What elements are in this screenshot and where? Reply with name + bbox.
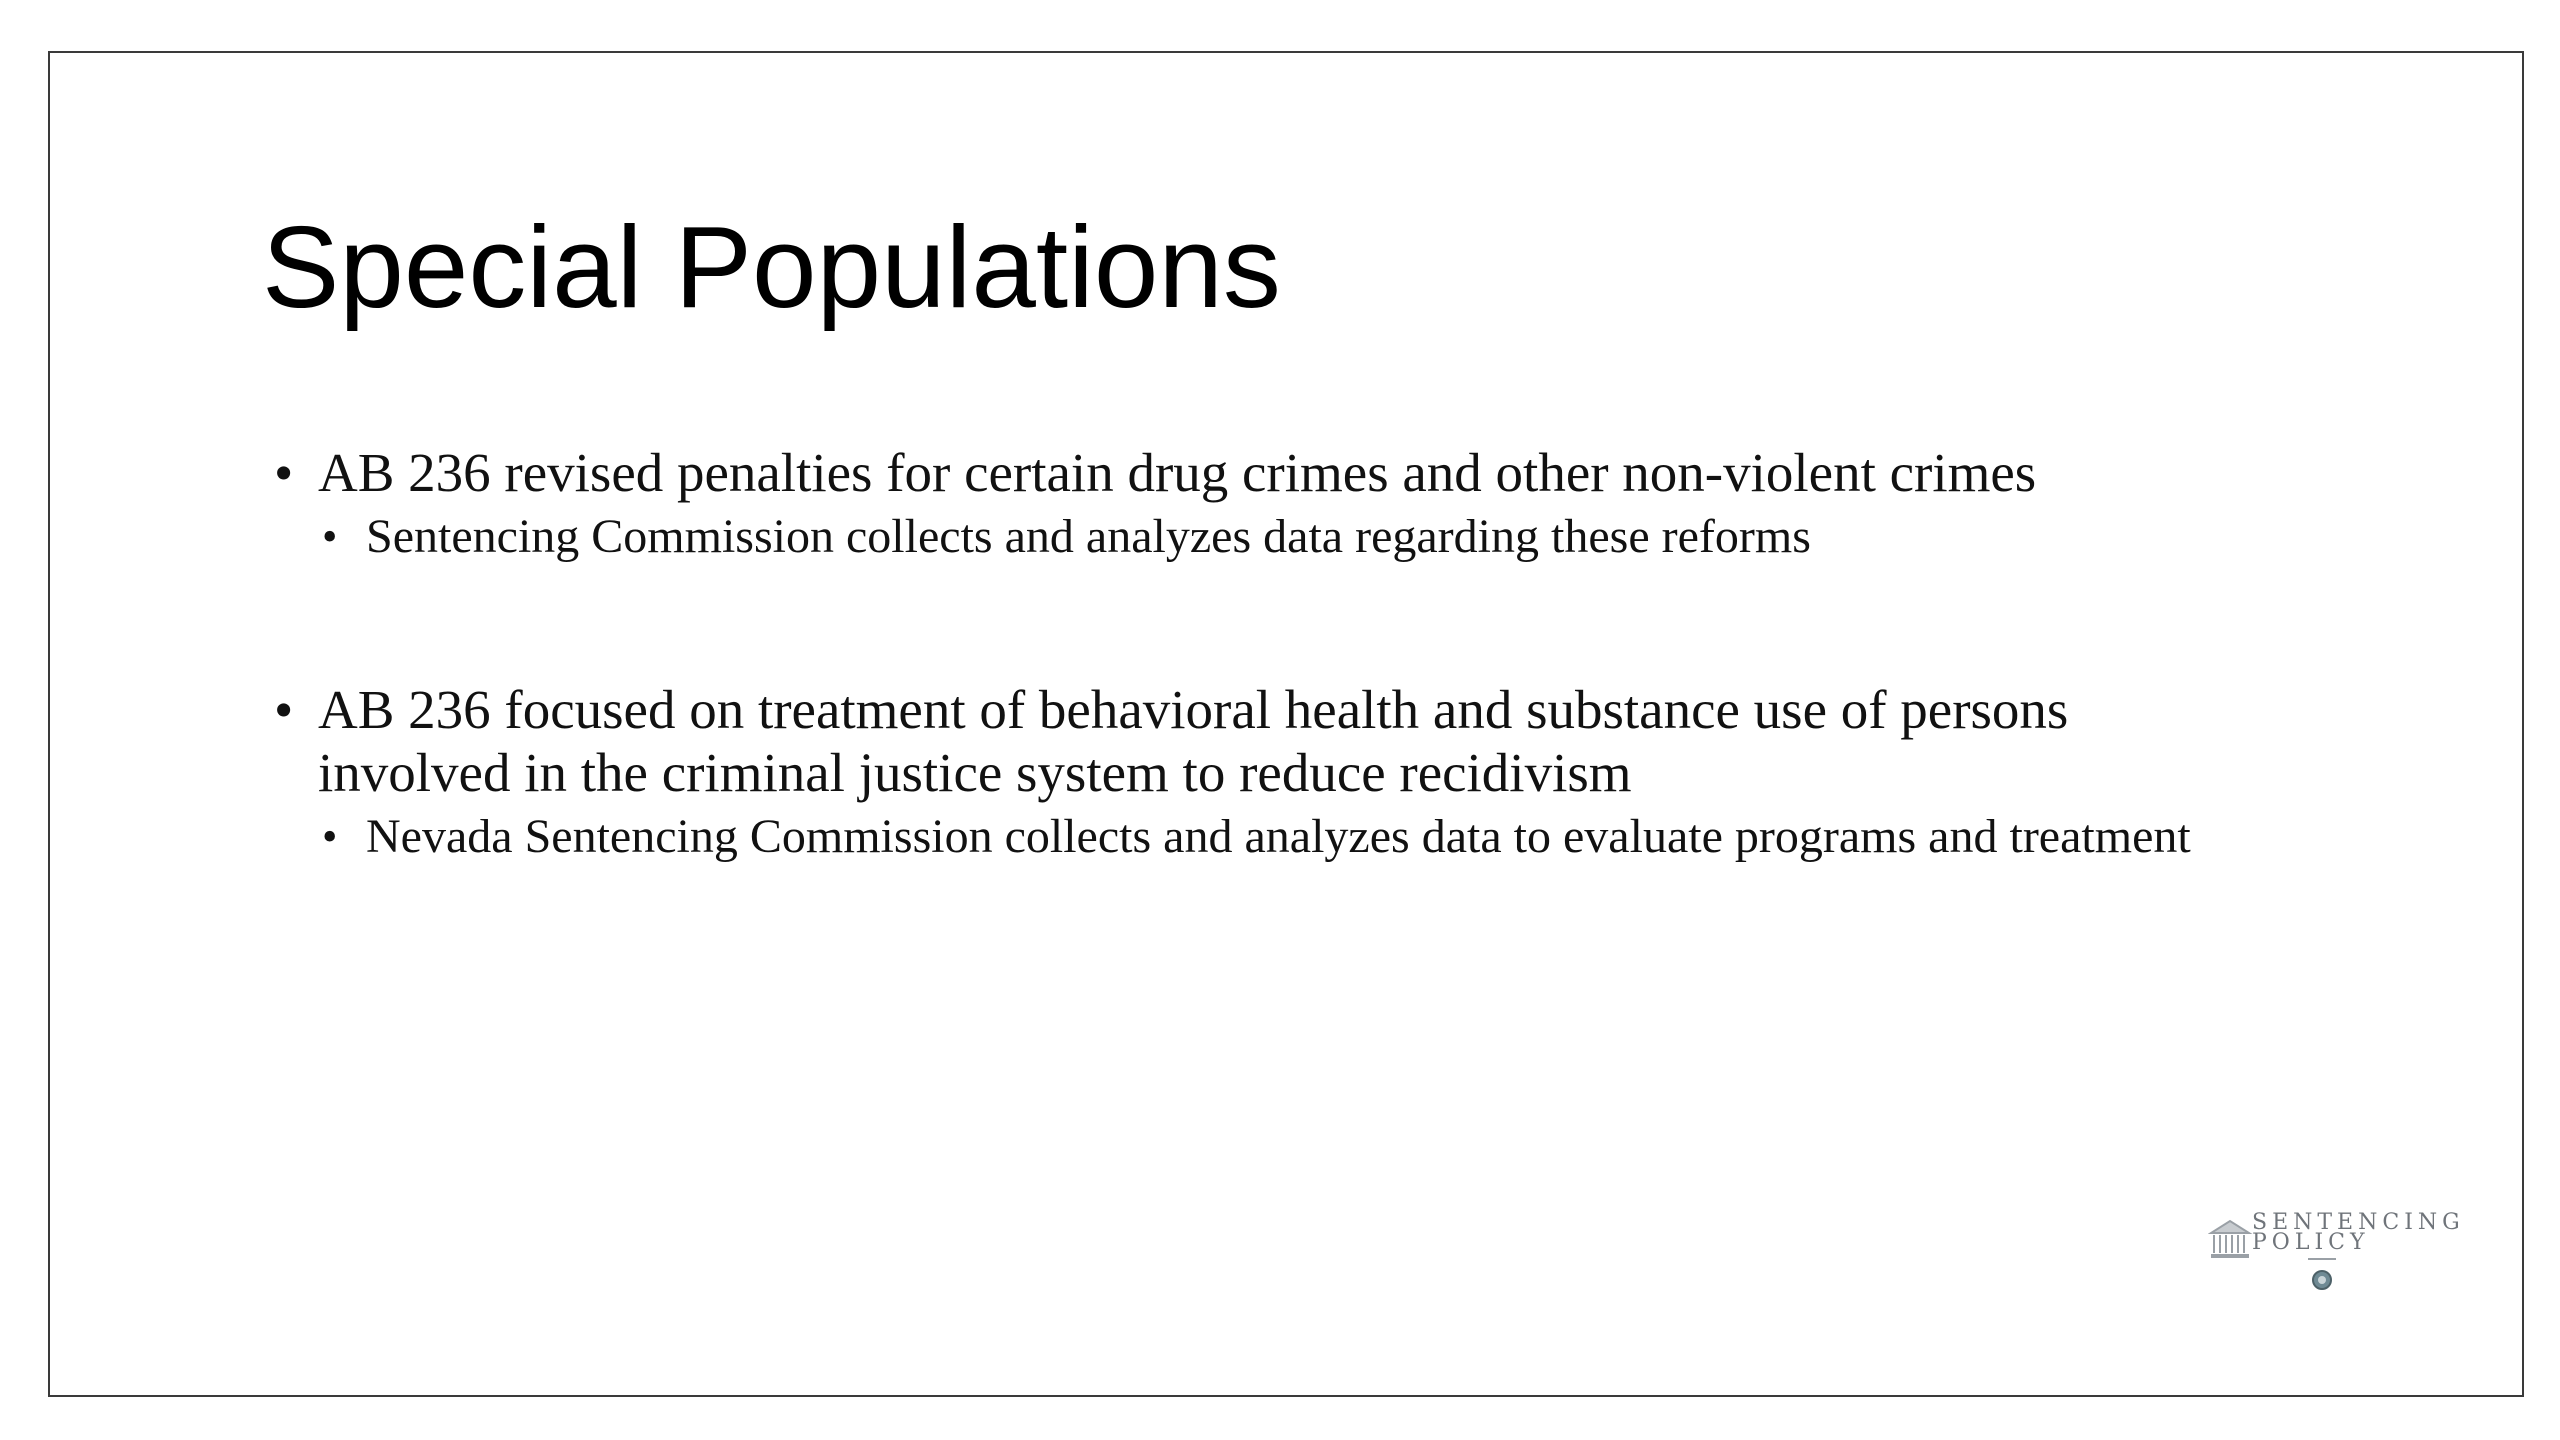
sub-bullet-item (318, 508, 2270, 566)
bullet-dot-icon: • (322, 512, 338, 561)
sub-bullet-list (318, 508, 2270, 566)
sentencing-policy-logo (2208, 1193, 2468, 1323)
bullet-dot-icon: • (274, 679, 294, 740)
slide-title: Special Populations (262, 202, 1281, 332)
sub-bullet-item (318, 808, 2270, 866)
bullet-list (270, 441, 2270, 866)
sub-bullet-list (318, 808, 2270, 866)
bullet-dot-icon: • (274, 442, 294, 503)
sub-bullet-text: Sentencing Commission collects and analyzes data regarding these reforms (366, 510, 1811, 563)
logo-line2: POLICY (2252, 1230, 2370, 1255)
logo-line1: SENTENCING (2252, 1210, 2465, 1235)
seal-icon (2313, 1271, 2331, 1289)
bullet-dot-icon: • (322, 812, 338, 861)
bullet-text: AB 236 revised penalties for certain drug crimes and other non-violent crimes (318, 442, 2037, 503)
slide (48, 51, 2524, 1397)
bullet-item (270, 678, 2270, 866)
bullet-item (270, 441, 2270, 566)
bullet-text: AB 236 focused on treatment of behavioral health and substance use of persons involved in the criminal justice system to reduce recidivism (318, 679, 2069, 803)
sub-bullet-text: Nevada Sentencing Commission collects and analyzes data to evaluate programs and treatment (366, 810, 2191, 863)
capitol-building-icon (2211, 1221, 2249, 1257)
